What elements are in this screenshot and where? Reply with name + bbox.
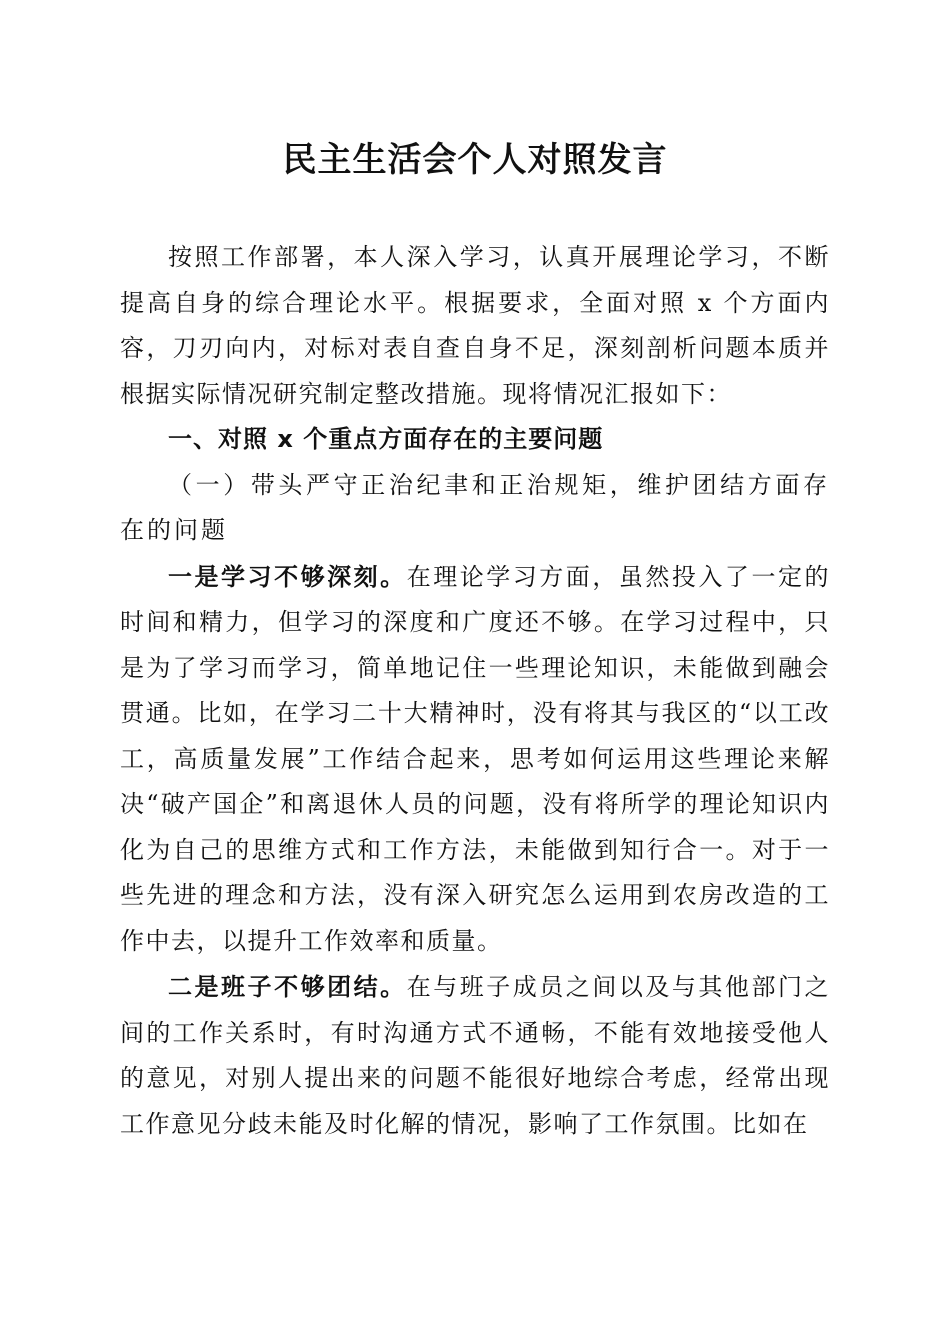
point-lead-1: 一是学习不够深刻。 [168, 561, 407, 591]
point-paragraph-1 [120, 554, 830, 965]
document-body [120, 235, 830, 1147]
page-title: 民主生活会个人对照发言 [282, 140, 668, 180]
point-text-2: 在与班子成员之间以及与其他部门之间的工作关系时，有时沟通方式不通畅，不能有效地接受他人的意见，对别人提出来的问题不能很好地综合考虑，经常出现工作意见分歧未能及时化解的情况，影响了工作氛围。比如在 [120, 973, 830, 1138]
intro-paragraph: 按照工作部署，本人深入学习，认真开展理论学习，不断提高自身的综合理论水平。根据要求，全面对照 x 个方面内容，刀刃向内，对标对表自查自身不足，深刻剖析问题本质并根据实际情况研究制定整改措施。现将情况汇报如下： [120, 243, 830, 408]
point-text-1: 在理论学习方面，虽然投入了一定的时间和精力，但学习的深度和广度还不够。在学习过程中，只是为了学习而学习，简单地记住一些理论知识，未能做到融会贯通。比如，在学习二十大精神时，没有将其与我区的“以工改工，高质量发展”工作结合起来，思考如何运用这些理论来解决“破产国企”和离退休人员的问题，没有将所学的理论知识内化为自己的思维方式和工作方法，未能做到知行合一。对于一些先进的理念和方法，没有深入研究怎么运用到农房改造的工作中去，以提升工作效率和质量。 [120, 562, 830, 955]
point-paragraph-2 [120, 964, 830, 1147]
point-lead-2: 二是班子不够团结。 [168, 972, 407, 1001]
section-heading: 一、对照 x 个重点方面存在的主要问题 [168, 425, 604, 453]
subsection-heading: （一）带头严守正治纪聿和正治规矩，维护团结方面存在的问题 [120, 470, 830, 544]
